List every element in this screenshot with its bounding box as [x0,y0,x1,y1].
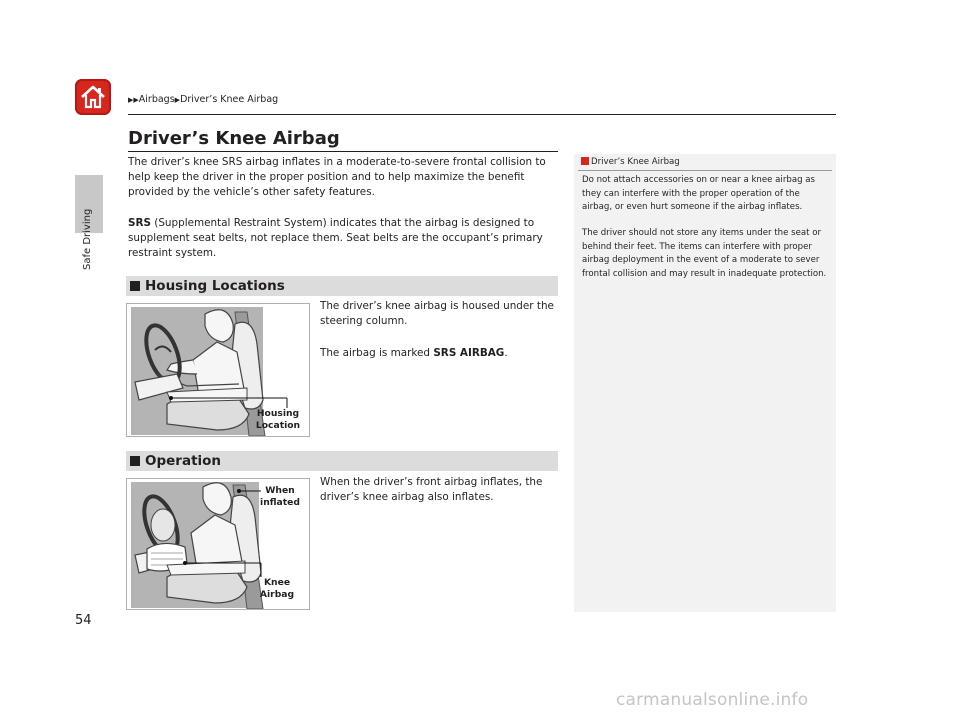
breadcrumb [128,94,278,105]
marking-prefix: The airbag is marked [320,347,434,359]
callout-line: When [265,485,295,496]
section-heading-operation-label: Operation [145,453,222,469]
callout-line: Airbag [259,588,295,600]
section-heading-housing [126,276,558,296]
housing-location-callout [247,408,309,431]
callout-line: inflated [260,496,300,508]
callout-line: Knee [263,577,291,588]
square-bullet-icon [130,281,140,291]
when-inflated-callout [255,485,305,508]
intro-paragraph: The driver’s knee SRS airbag inflates in a moderate-to-severe frontal collision to help keep the driver in the proper position and to help maximize the benefit provided by the vehicle’s other safety features. [128,156,546,199]
home-icon [78,82,108,112]
section-heading-operation [126,451,558,471]
home-button[interactable] [75,79,111,115]
breadcrumb-item-current: Driver’s Knee Airbag [180,94,279,105]
note-panel [574,154,836,612]
srs-paragraph [128,216,558,261]
page-title: Driver’s Knee Airbag [128,128,340,149]
srs-term: SRS [128,217,151,229]
header-divider [128,114,836,115]
arrow-icon: ▶ [174,96,181,104]
operation-illustration [126,478,310,610]
square-bullet-icon [130,456,140,466]
housing-description: The driver’s knee airbag is housed under the steering column. [320,300,554,328]
title-divider [128,151,558,152]
callout-line: Location [255,419,301,431]
operation-description: When the driver’s front airbag inflates, the driver’s knee airbag also inflates. [320,476,543,504]
marking-suffix: . [504,347,508,359]
housing-marking [320,346,560,361]
note-paragraph-storage: The driver should not store any items under the seat or behind their feet. The items can interfere with proper airbag deployment in the event of a moderate to sever frontal collision and may result in inadequate protection. [582,228,827,279]
breadcrumb-item-airbags[interactable]: Airbags [138,94,175,105]
arrow-icon: ▶▶ [128,96,139,104]
marking-label: SRS AIRBAG [433,347,505,359]
page-number: 54 [75,613,92,628]
knee-airbag-callout [255,577,299,600]
note-title [581,157,680,167]
note-paragraph-accessories: Do not attach accessories on or near a knee airbag as they can interfere with the proper operation of the airbag, or even hurt someone if the airbag inflates. [582,175,816,213]
note-divider [578,170,832,171]
chapter-label: Safe Driving [82,208,93,270]
note-flag-icon [581,157,589,165]
housing-illustration [126,303,310,437]
note-title-label: Driver’s Knee Airbag [591,157,680,167]
callout-line: Housing [256,408,300,419]
srs-description: (Supplemental Restraint System) indicates that the airbag is designed to supplement seat belts, not replace them. Seat belts are the occupant’s primary restraint system. [128,217,543,260]
watermark: carmanualsonline.info [616,690,809,710]
section-heading-housing-label: Housing Locations [145,278,285,294]
